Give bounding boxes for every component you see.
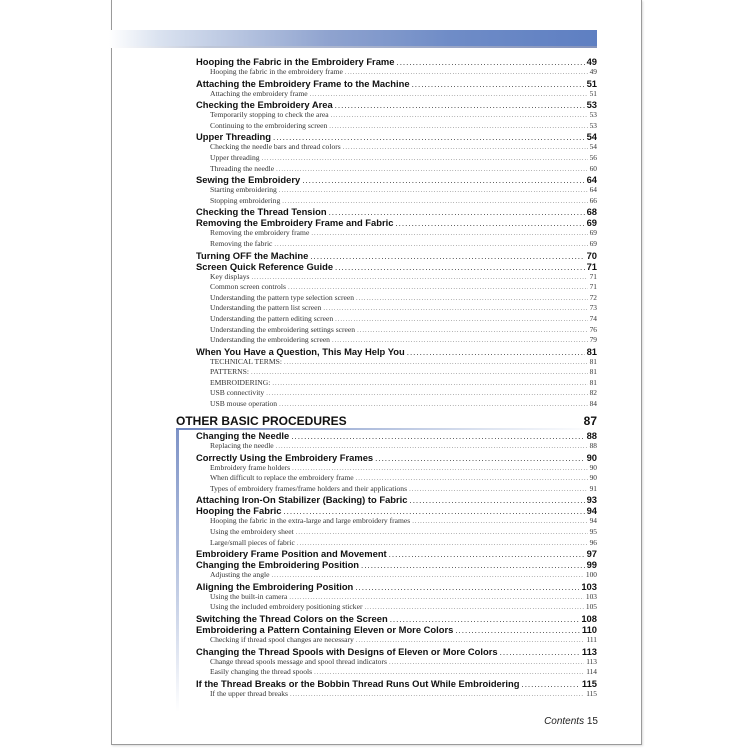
- toc-subentry[interactable]: [196, 367, 597, 378]
- toc-page-number: 64: [589, 185, 597, 195]
- dot-leader: [288, 284, 588, 291]
- toc-page-number: 76: [589, 324, 597, 334]
- toc-entry[interactable]: [196, 494, 597, 505]
- toc-entry[interactable]: [196, 56, 597, 67]
- toc-entry-title: Checking if thread spool changes are necessary: [210, 634, 354, 644]
- toc-subentry[interactable]: [196, 239, 597, 250]
- dot-leader: [409, 486, 588, 493]
- toc-entry-title: Attaching the embroidery frame: [210, 88, 308, 98]
- toc-entry-title: Changing the Thread Spools with Designs of Eleven or More Colors: [196, 645, 498, 657]
- dot-leader: [409, 496, 584, 505]
- dot-leader: [302, 176, 584, 185]
- toc-page-number: 91: [589, 483, 597, 493]
- toc-subentry[interactable]: [196, 473, 597, 484]
- toc-subentry[interactable]: [196, 570, 597, 581]
- toc-entry-title: Embroidering a Pattern Containing Eleven or More Colors: [196, 623, 454, 635]
- toc-subentry[interactable]: [196, 635, 597, 646]
- toc-entry-title: Understanding the pattern type selection screen: [210, 292, 355, 302]
- dot-leader: [314, 669, 584, 676]
- dot-leader: [345, 69, 588, 76]
- toc-subentry[interactable]: [196, 667, 597, 678]
- toc-page-number: 110: [581, 623, 597, 635]
- toc-page-number: 74: [589, 313, 597, 323]
- toc-entry-title: Large/small pieces of fabric: [210, 537, 295, 547]
- toc-entry-title: Correctly Using the Embroidery Frames: [196, 451, 374, 463]
- toc-subentry[interactable]: [196, 357, 597, 368]
- toc-entry[interactable]: [196, 261, 597, 272]
- toc-entry-title: Changing the Embroidering Position: [196, 559, 360, 571]
- toc-entry[interactable]: [196, 559, 597, 570]
- dot-leader: [356, 295, 588, 302]
- toc-page-number: 115: [581, 677, 597, 689]
- toc-subentry[interactable]: [196, 314, 597, 325]
- dot-leader: [357, 327, 588, 334]
- toc-page-number: 53: [586, 99, 597, 111]
- toc-entry[interactable]: [196, 613, 597, 624]
- header-gradient-bar: [109, 30, 597, 46]
- toc-entry-title: PATTERNS:: [210, 367, 249, 377]
- toc-entry[interactable]: [196, 131, 597, 142]
- toc-page-number: 70: [586, 249, 597, 261]
- toc-entry-title: Turning OFF the Machine: [196, 249, 309, 261]
- dot-leader: [361, 561, 585, 570]
- toc-entry-title: Checking the Thread Tension: [196, 206, 327, 218]
- toc-entry-title: When You Have a Question, This May Help You: [196, 345, 405, 357]
- toc-entry-title: Removing the embroidery frame: [210, 228, 310, 238]
- toc-entry-title: Understanding the pattern list screen: [210, 303, 322, 313]
- dot-leader: [291, 432, 584, 441]
- toc-page-number: 82: [589, 388, 597, 398]
- toc-entry-title: Common screen controls: [210, 282, 286, 292]
- dot-leader: [389, 659, 584, 666]
- section-title: OTHER BASIC PROCEDURES: [176, 414, 347, 428]
- toc-page-number: 90: [589, 473, 597, 483]
- toc-page-number: 108: [581, 612, 597, 624]
- toc-subentry[interactable]: [196, 153, 597, 164]
- dot-leader: [412, 518, 587, 525]
- toc-entry-title: Attaching the Embroidery Frame to the Machine: [196, 77, 410, 89]
- toc-entry-title: Using the included embroidery positioning sticker: [210, 602, 363, 612]
- toc-entry-title: Using the embroidery sheet: [210, 526, 294, 536]
- toc-page-number: 71: [589, 282, 597, 292]
- toc-entry-title: Temporarily stopping to check the area: [210, 110, 329, 120]
- dot-leader: [329, 123, 587, 130]
- toc-subentry[interactable]: [196, 325, 597, 336]
- toc-entry-title: EMBROIDERING:: [210, 377, 271, 387]
- toc-entry-title: Removing the Embroidery Frame and Fabric: [196, 217, 394, 229]
- toc-page-number: 66: [589, 195, 597, 205]
- dot-leader: [455, 626, 580, 635]
- dot-leader: [332, 337, 588, 344]
- toc-entry-title: Adjusting the angle: [210, 570, 270, 580]
- toc-page-number: 49: [586, 56, 597, 67]
- dot-leader: [375, 454, 584, 463]
- toc-page-number: 81: [586, 345, 597, 357]
- toc-page-number: 69: [589, 228, 597, 238]
- toc-subentry[interactable]: [196, 399, 597, 410]
- toc-entry[interactable]: [196, 678, 597, 689]
- toc-page-number: 79: [589, 335, 597, 345]
- toc-subentry[interactable]: [196, 602, 597, 613]
- toc-page-number: 113: [581, 645, 597, 657]
- toc-page-number: 71: [589, 271, 597, 281]
- toc-entry-title: Switching the Thread Colors on the Screen: [196, 612, 388, 624]
- toc-entry-title: When difficult to replace the embroidery frame: [210, 473, 354, 483]
- toc-subentry[interactable]: [196, 89, 597, 100]
- dot-leader: [390, 615, 580, 624]
- toc-subentry[interactable]: [196, 293, 597, 304]
- toc-subentry[interactable]: [196, 272, 597, 283]
- toc-entry-title: If the upper thread breaks: [210, 688, 289, 698]
- toc-subentry[interactable]: [196, 516, 597, 527]
- toc-page-number: 99: [586, 559, 597, 571]
- dot-leader: [290, 691, 584, 698]
- dot-leader: [251, 369, 588, 376]
- dot-leader: [279, 187, 588, 194]
- toc-page-number: 53: [589, 120, 597, 130]
- toc-subentry[interactable]: [196, 441, 597, 452]
- toc-subentry[interactable]: [196, 592, 597, 603]
- toc-entry-title: Starting embroidering: [210, 185, 277, 195]
- toc-entry-title: Upper Threading: [196, 131, 272, 143]
- dot-leader: [323, 305, 587, 312]
- toc-page-number: 105: [585, 602, 597, 612]
- toc-page-number: 111: [586, 634, 597, 644]
- toc-entry[interactable]: [196, 250, 597, 261]
- toc-page-number: 49: [589, 67, 597, 76]
- dot-leader: [271, 572, 583, 579]
- toc-entry-title: Checking the Embroidery Area: [196, 99, 333, 111]
- toc-entry-title: Embroidery frame holders: [210, 462, 291, 472]
- toc-entry-title: Key displays: [210, 271, 250, 281]
- toc-page-number: 51: [589, 88, 597, 98]
- toc-subentry[interactable]: [196, 484, 597, 495]
- toc-page-number: 100: [585, 570, 597, 580]
- toc-entry[interactable]: [196, 99, 597, 110]
- toc-entry[interactable]: [196, 346, 597, 357]
- dot-leader: [356, 475, 588, 482]
- toc-entry-title: Hooping the fabric in the extra-large and large embroidery frames: [210, 516, 411, 526]
- dot-leader: [500, 648, 580, 657]
- toc-entry-title: Understanding the embroidering settings screen: [210, 324, 356, 334]
- toc-entry-title: TECHNICAL TERMS:: [210, 356, 282, 366]
- toc-entry[interactable]: [196, 581, 597, 592]
- dot-leader: [276, 166, 588, 173]
- toc-page-number: 90: [589, 462, 597, 472]
- dot-leader: [395, 219, 584, 228]
- toc-page-number: 94: [589, 516, 597, 526]
- toc-subentry[interactable]: [196, 335, 597, 346]
- toc-page-number: 53: [589, 110, 597, 120]
- toc-entry-title: Sewing the Embroidery: [196, 174, 301, 186]
- toc-page-number: 71: [586, 260, 597, 272]
- dot-leader: [292, 465, 587, 472]
- dot-leader: [343, 144, 588, 151]
- toc-entry[interactable]: [196, 452, 597, 463]
- toc-entry[interactable]: [196, 430, 597, 441]
- dot-leader: [396, 58, 584, 67]
- toc-page-number: 88: [586, 430, 597, 441]
- toc-page-number: 113: [586, 656, 597, 666]
- toc-entry-title: Hooping the Fabric in the Embroidery Frame: [196, 56, 395, 67]
- dot-leader: [389, 550, 585, 559]
- toc-entry-title: USB connectivity: [210, 388, 265, 398]
- section-page: 87: [583, 414, 597, 428]
- toc-entry-title: Understanding the pattern editing screen: [210, 313, 334, 323]
- toc-page-number: 97: [586, 548, 597, 560]
- dot-leader: [289, 594, 584, 601]
- toc-page-number: 115: [586, 688, 597, 698]
- toc-page-number: 54: [586, 131, 597, 143]
- dot-leader: [251, 274, 587, 281]
- toc-subentry[interactable]: [196, 388, 597, 399]
- dot-leader: [266, 390, 587, 397]
- toc-entry-title: USB mouse operation: [210, 399, 278, 409]
- footer-page-number: 15: [586, 716, 598, 727]
- toc-page-number: 81: [589, 356, 597, 366]
- toc-subentry[interactable]: [196, 164, 597, 175]
- toc-subentry[interactable]: [196, 463, 597, 474]
- toc-page-number: 81: [589, 377, 597, 387]
- toc-subentry[interactable]: [196, 689, 597, 700]
- dot-leader: [297, 540, 588, 547]
- section-heading: [176, 410, 597, 428]
- toc-page-number: 84: [589, 399, 597, 409]
- toc-page-number: 114: [586, 667, 597, 677]
- toc-entry-title: Attaching Iron-On Stabilizer (Backing) to Fabric: [196, 494, 408, 506]
- toc-subentry[interactable]: [196, 67, 597, 78]
- toc-entry-title: Removing the fabric: [210, 238, 273, 248]
- toc-entry-title: Upper threading: [210, 152, 260, 162]
- toc-entry-title: Stopping embroidering: [210, 195, 281, 205]
- toc-page-number: 56: [589, 152, 597, 162]
- toc-entry[interactable]: [196, 505, 597, 516]
- toc-subentry[interactable]: [196, 378, 597, 389]
- toc-subentry[interactable]: [196, 657, 597, 668]
- toc-page-number: 90: [586, 451, 597, 463]
- toc-page-number: 72: [589, 292, 597, 302]
- toc-list-top: [196, 56, 597, 410]
- dot-leader: [284, 359, 588, 366]
- toc-entry-title: Changing the Needle: [196, 430, 290, 441]
- toc-entry[interactable]: [196, 624, 597, 635]
- toc-entry-title: Checking the needle bars and thread colors: [210, 142, 341, 152]
- toc-subentry[interactable]: [196, 228, 597, 239]
- dot-leader: [310, 91, 588, 98]
- toc-subentry[interactable]: [196, 110, 597, 121]
- dot-leader: [279, 401, 588, 408]
- toc-entry[interactable]: [196, 78, 597, 89]
- toc-page-number: 95: [589, 526, 597, 536]
- toc-page-number: 69: [589, 238, 597, 248]
- toc-entry-title: Hooping the fabric in the embroidery frame: [210, 67, 343, 76]
- dot-leader: [273, 133, 585, 142]
- toc-list-bottom: [196, 430, 597, 699]
- toc-page-number: 73: [589, 303, 597, 313]
- dot-leader: [355, 583, 579, 592]
- dot-leader: [335, 101, 585, 110]
- toc-entry-title: Understanding the embroidering screen: [210, 335, 330, 345]
- dot-leader: [335, 316, 587, 323]
- toc-entry[interactable]: [196, 174, 597, 185]
- toc-page-number: 93: [586, 494, 597, 506]
- dot-leader: [283, 507, 584, 516]
- toc-subentry[interactable]: [196, 142, 597, 153]
- toc-subentry[interactable]: [196, 303, 597, 314]
- dot-leader: [364, 604, 583, 611]
- toc-entry-title: Aligning the Embroidering Position: [196, 580, 354, 592]
- toc-page-number: 60: [589, 163, 597, 173]
- toc-subentry[interactable]: [196, 538, 597, 549]
- toc-entry-title: Screen Quick Reference Guide: [196, 260, 334, 272]
- toc-entry-title: Using the built-in camera: [210, 591, 288, 601]
- dot-leader: [296, 529, 588, 536]
- toc-entry[interactable]: [196, 646, 597, 657]
- toc-page-number: 88: [589, 441, 597, 450]
- header-band: [109, 30, 597, 46]
- toc-entry-title: Threading the needle: [210, 163, 275, 173]
- toc-subentry[interactable]: [196, 185, 597, 196]
- toc-subentry[interactable]: [196, 121, 597, 132]
- section-side-bar: [176, 430, 179, 712]
- toc-page-number: 96: [589, 537, 597, 547]
- footer-label: Contents: [544, 716, 585, 727]
- toc-entry-title: Types of embroidery frames/frame holders and their applications: [210, 483, 408, 493]
- toc-entry-title: If the Thread Breaks or the Bobbin Thread Runs Out While Embroidering: [196, 677, 520, 689]
- toc-page-number: 81: [589, 367, 597, 377]
- toc-page-number: 54: [589, 142, 597, 152]
- toc-entry-title: Replacing the needle: [210, 441, 274, 450]
- dot-leader: [329, 208, 585, 217]
- dot-leader: [521, 680, 579, 689]
- toc-entry-title: Change thread spools message and spool thread indicators: [210, 656, 387, 666]
- dot-leader: [412, 80, 585, 89]
- toc-page-number: 103: [581, 580, 597, 592]
- page-footer: [544, 716, 598, 727]
- dot-leader: [335, 263, 585, 272]
- toc-entry-title: Embroidery Frame Position and Movement: [196, 548, 387, 560]
- toc-subentry[interactable]: [196, 527, 597, 538]
- toc-page-number: 94: [586, 505, 597, 517]
- toc-subentry[interactable]: [196, 196, 597, 207]
- header-rule: [109, 46, 597, 48]
- dot-leader: [276, 443, 588, 450]
- dot-leader: [272, 380, 587, 387]
- toc-entry[interactable]: [196, 548, 597, 559]
- dot-leader: [331, 112, 588, 119]
- dot-leader: [310, 252, 584, 261]
- dot-leader: [356, 637, 585, 644]
- toc-page-number: 51: [586, 77, 597, 89]
- toc-page-number: 69: [586, 217, 597, 229]
- dot-leader: [274, 241, 587, 248]
- dot-leader: [407, 348, 585, 357]
- toc-entry[interactable]: [196, 217, 597, 228]
- toc-entry-title: Hooping the Fabric: [196, 505, 282, 517]
- dot-leader: [282, 198, 587, 205]
- toc-page-number: 64: [586, 174, 597, 186]
- toc-entry-title: Easily changing the thread spools: [210, 667, 313, 677]
- dot-leader: [262, 155, 588, 162]
- toc-entry-title: Continuing to the embroidering screen: [210, 120, 328, 130]
- toc-page-number: 103: [585, 591, 597, 601]
- dot-leader: [311, 230, 587, 237]
- toc-entry[interactable]: [196, 206, 597, 217]
- toc-subentry[interactable]: [196, 282, 597, 293]
- toc-page-number: 68: [586, 206, 597, 218]
